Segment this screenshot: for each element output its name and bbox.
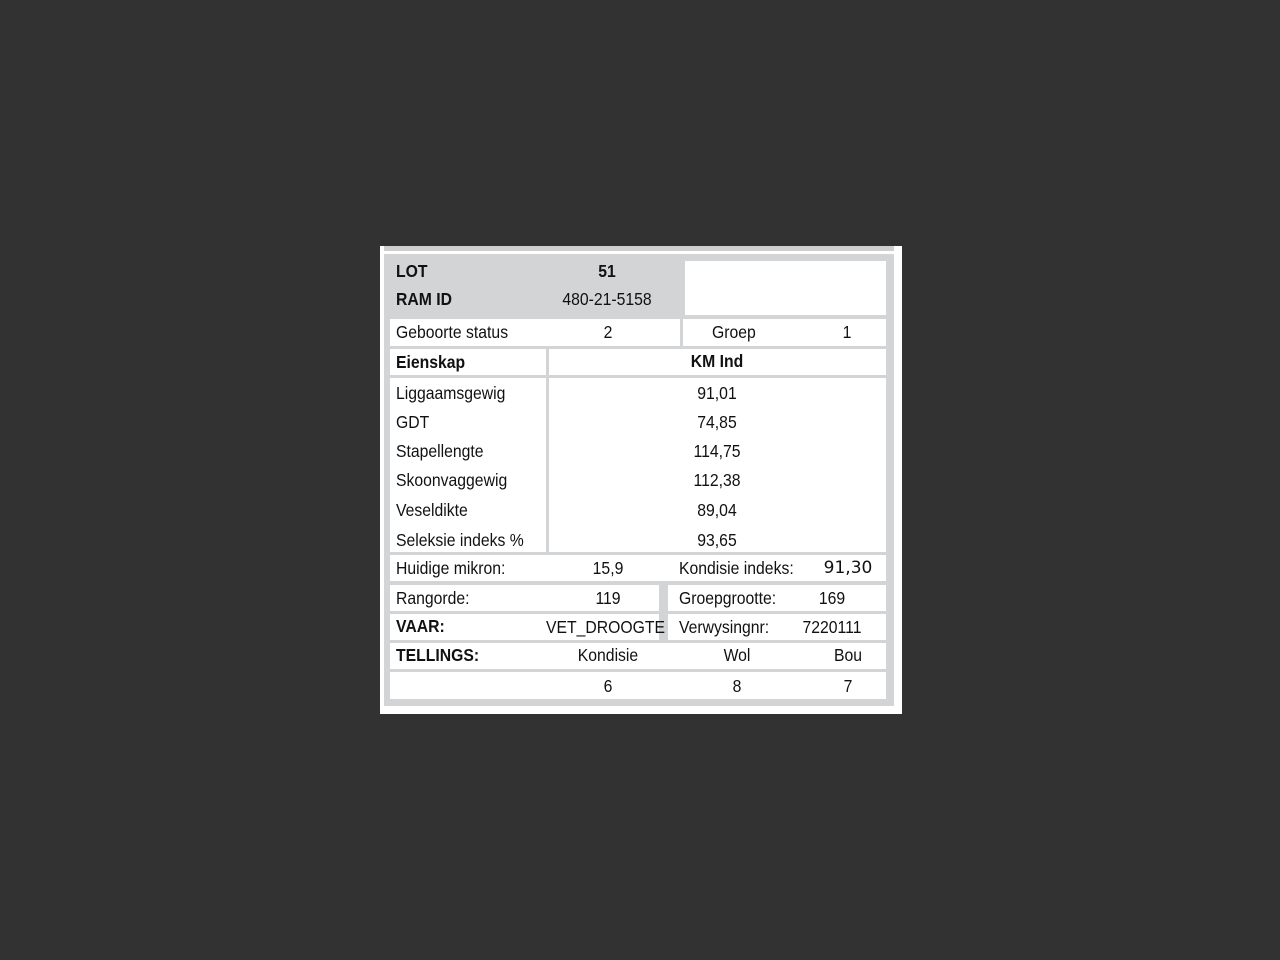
micron-row bbox=[390, 555, 886, 581]
trait-column-header: Eienskap bbox=[396, 352, 466, 372]
group-value: 1 bbox=[842, 322, 852, 342]
rank-cell bbox=[390, 585, 659, 611]
trait-value: 74,85 bbox=[697, 412, 737, 432]
card-frame bbox=[384, 254, 894, 706]
counts-header: Kondisie bbox=[577, 645, 639, 665]
trait-value: 114,75 bbox=[693, 441, 741, 461]
trait-name: Liggaamsgewig bbox=[396, 383, 506, 403]
trait-name: Skoonvaggewig bbox=[396, 470, 508, 490]
ram-info-card bbox=[380, 246, 902, 714]
birth-status-cell bbox=[390, 319, 680, 346]
condition-index-label: Kondisie indeks: bbox=[679, 558, 794, 578]
trait-value: 93,65 bbox=[697, 530, 737, 550]
group-cell bbox=[683, 319, 886, 346]
micron-label: Huidige mikron: bbox=[396, 558, 506, 578]
group-label: Groep bbox=[712, 322, 756, 342]
reference-value: 7220111 bbox=[802, 617, 862, 637]
micron-value: 15,9 bbox=[592, 558, 624, 578]
counts-value: 7 bbox=[843, 676, 853, 696]
counts-header-row bbox=[390, 643, 886, 669]
index-header-cell bbox=[549, 349, 886, 375]
trait-value: 112,38 bbox=[693, 470, 741, 490]
photo-box bbox=[685, 261, 886, 315]
lot-value: 51 bbox=[598, 261, 616, 281]
counts-header: Wol bbox=[723, 645, 751, 665]
counts-value: 6 bbox=[603, 676, 613, 696]
flag-label: VAAR: bbox=[396, 616, 445, 636]
group-size-value: 169 bbox=[818, 588, 846, 608]
birth-status-value: 2 bbox=[603, 322, 613, 342]
reference-cell bbox=[668, 614, 886, 640]
reference-label: Verwysingnr: bbox=[679, 617, 770, 637]
flag-value: VET_DROOGTE bbox=[546, 617, 666, 637]
trait-values-cell bbox=[549, 378, 886, 552]
rank-label: Rangorde: bbox=[396, 588, 470, 608]
index-column-header: KM Ind bbox=[690, 351, 744, 371]
trait-name: Seleksie indeks % bbox=[396, 530, 524, 550]
condition-index-value: 91,30 bbox=[823, 558, 873, 578]
group-size-label: Groepgrootte: bbox=[679, 588, 777, 608]
trait-name: Stapellengte bbox=[396, 441, 484, 461]
trait-name: Veseldikte bbox=[396, 500, 468, 520]
trait-value: 89,04 bbox=[697, 500, 737, 520]
ram-id-label: RAM ID bbox=[396, 289, 452, 309]
group-size-cell bbox=[668, 585, 886, 611]
birth-status-label: Geboorte status bbox=[396, 322, 509, 342]
top-strip bbox=[384, 246, 894, 251]
trait-value: 91,01 bbox=[697, 383, 737, 403]
rank-value: 119 bbox=[595, 588, 621, 608]
ram-id-value: 480-21-5158 bbox=[562, 289, 652, 309]
trait-names-cell bbox=[390, 378, 546, 552]
counts-label: TELLINGS: bbox=[396, 645, 480, 665]
counts-values-row bbox=[390, 672, 886, 699]
trait-name: GDT bbox=[396, 412, 430, 432]
trait-header-cell bbox=[390, 349, 546, 375]
flag-cell bbox=[390, 614, 666, 640]
lot-label: LOT bbox=[396, 261, 428, 281]
counts-header: Bou bbox=[833, 645, 863, 665]
counts-value: 8 bbox=[732, 676, 742, 696]
